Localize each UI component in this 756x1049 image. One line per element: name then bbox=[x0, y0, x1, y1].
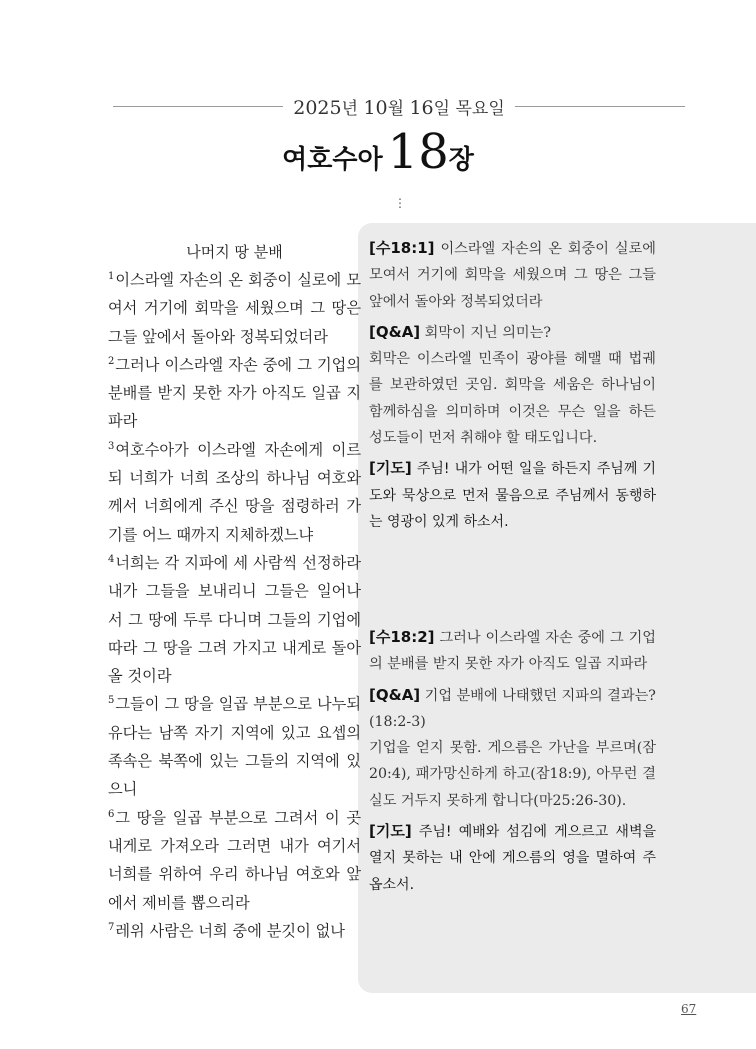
scripture-column bbox=[108, 238, 361, 945]
verse-5: $^5$그들이 그 땅을 일곱 부분으로 나누되 유다는 남쪽 자기 지역에 있고 요셉의 족속은 북쪽에 있는 그들의 지역에 있으니 bbox=[108, 695, 361, 799]
note-reference: [수18:1] 이스라엘 자손의 온 회중이 실로에 모여서 거기에 회막을 세웠으며 그 땅은 그들 앞에서 돌아와 정복되었더라 bbox=[369, 239, 656, 310]
verse-4: $^4$너희는 각 지파에 세 사람씩 선정하라 내가 그들을 보내리니 그들은 일어나서 그 땅에 두루 다니며 그들의 기업에 따라 그 땅을 그려 가지고 내게로 돌아올 것이라 bbox=[108, 553, 361, 686]
chapter-title bbox=[0, 124, 756, 180]
verse-7: $^7$레위 사람은 너희 중에 분깃이 없나 bbox=[108, 921, 345, 940]
date-header bbox=[113, 93, 685, 119]
page-number: 67 bbox=[681, 1002, 697, 1016]
note-prayer: [기도] 주님! 내가 어떤 일을 하든지 주님께 기도와 묵상으로 먼저 물음으로 주님께서 동행하는 영광이 있게 하소서. bbox=[369, 459, 656, 530]
note-18-2 bbox=[369, 624, 656, 902]
verse-2: $^2$그러나 이스라엘 자손 중에 그 기업의 분배를 받지 못한 자가 아직도 일곱 지파라 bbox=[108, 355, 361, 431]
note-qa: [Q&A] 회막이 지닌 의미는? 회막은 이스라엘 민족이 광야를 헤맬 때 법궤를 보관하였던 곳임. 회막을 세움은 하나님이 함께하심을 의미하며 이것은 무슨 일을 하든 성도들이 먼저 취해야 할 태도입니다. bbox=[369, 322, 656, 447]
date-text: 2025년 10월 16일 목요일 bbox=[293, 96, 505, 119]
note-reference: [수18:2] 그러나 이스라엘 자손 중에 그 기업의 분배를 받지 못한 자가 아직도 일곱 지파라 bbox=[369, 628, 656, 673]
vertical-ellipsis-icon: ⋮ bbox=[394, 196, 406, 210]
chapter-unit: 장 bbox=[448, 145, 474, 175]
verse-3: $^3$여호수아가 이스라엘 자손에게 이르되 너희가 너희 조상의 하나님 여호와께서 너희에게 주신 땅을 점령하러 가기를 어느 때까지 지체하겠느냐 bbox=[108, 440, 361, 544]
verse-1: $^1$이스라엘 자손의 온 회중이 실로에 모여서 거기에 회막을 세웠으며 그 땅은 그들 앞에서 돌아와 정복되었더라 bbox=[108, 271, 361, 346]
section-title: 나머지 땅 분배 bbox=[186, 243, 283, 261]
verse-6: $^6$그 땅을 일곱 부분으로 그려서 이 곳 내게로 가져오라 그러면 내가 여기서 너희를 위하여 우리 하나님 여호와 앞에서 제비를 뽑으리라 bbox=[108, 808, 361, 912]
chapter-number: 18 bbox=[387, 124, 449, 180]
date-rule-right bbox=[515, 106, 685, 107]
note-prayer: [기도] 주님! 예배와 섬김에 게으르고 새벽을 열지 못하는 내 안에 게으름의 영을 멸하여 주옵소서. bbox=[369, 822, 656, 893]
book-name: 여호수아 bbox=[282, 145, 383, 175]
note-qa: [Q&A] 기업 분배에 나태했던 지파의 결과는? (18:2-3) 기업을 얻지 못함. 게으름은 가난을 부르며(잠20:4), 패가망신하게 하고(잠18:9), 아무런 결실도 거두지 못하게 합니다(마25:26-30). bbox=[369, 685, 656, 809]
date-rule-left bbox=[113, 106, 283, 107]
note-18-1 bbox=[369, 235, 656, 539]
